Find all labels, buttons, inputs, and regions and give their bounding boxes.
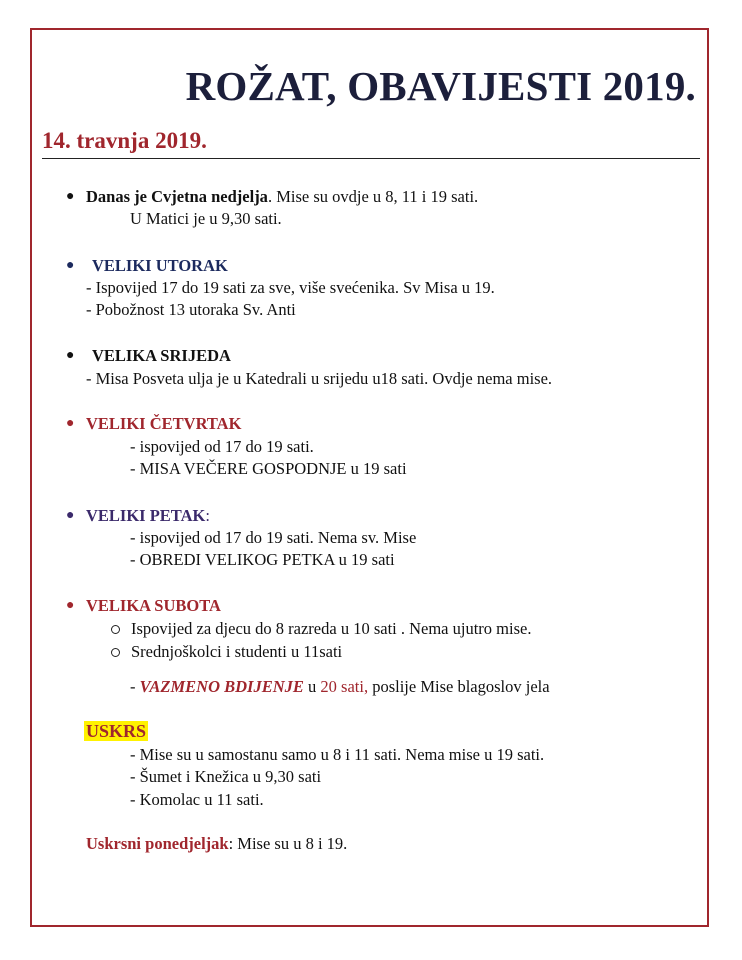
vazmeno-line <box>130 677 550 697</box>
bullet-icon: ● <box>66 416 75 431</box>
cvjetna-line <box>86 187 478 207</box>
petak-line: - OBREDI VELIKOG PETKA u 19 sati <box>130 550 395 569</box>
petak-colon: : <box>205 506 210 525</box>
circle-bullet-icon <box>111 648 120 657</box>
utorak-line: - Pobožnost 13 utoraka Sv. Anti <box>86 300 296 319</box>
uskrs-line: - Komolac u 11 sati. <box>130 790 264 809</box>
cvjetna-rest: . Mise su ovdje u 8, 11 i 19 sati. <box>267 187 479 206</box>
page-title: ROŽAT, OBAVIJESTI 2019. <box>185 63 696 109</box>
vazmeno-time: 20 sati, <box>320 677 369 696</box>
srijeda-line: - Misa Posveta ulja je u Katedrali u srijedu u18 sati. Ovdje nema mise. <box>86 369 553 388</box>
vazmeno-bold: VAZMENO BDIJENJE <box>139 677 304 696</box>
cetvrtak-heading: VELIKI ČETVRTAK <box>86 414 242 433</box>
ponedjeljak-rest: : Mise su u 8 i 19. <box>228 834 348 853</box>
cvjetna-bold: Danas je Cvjetna nedjelja <box>86 187 268 206</box>
cetvrtak-line: - MISA VEČERE GOSPODNJE u 19 sati <box>130 459 407 478</box>
petak-heading: VELIKI PETAK <box>86 506 206 525</box>
circle-bullet-icon <box>111 625 120 634</box>
bullet-icon: ● <box>66 348 75 363</box>
ponedjeljak-bold: Uskrsni ponedjeljak <box>86 834 229 853</box>
uskrs-line: - Mise su u samostanu samo u 8 i 11 sati. Nema mise u 19 sati. <box>130 745 545 764</box>
cetvrtak-line: - ispovijed od 17 do 19 sati. <box>130 437 314 456</box>
utorak-line: - Ispovijed 17 do 19 sati za sve, više svećenika. Sv Misa u 19. <box>86 278 495 297</box>
date-heading: 14. travnja 2019. <box>42 128 207 153</box>
ponedjeljak-line <box>86 834 347 854</box>
vazmeno-rest: poslije Mise blagoslov jela <box>368 677 550 696</box>
utorak-heading: VELIKI UTORAK <box>92 256 228 275</box>
subota-heading: VELIKA SUBOTA <box>86 596 221 615</box>
uskrs-heading: USKRS <box>86 721 147 741</box>
bullet-icon: ● <box>66 598 75 613</box>
bullet-icon: ● <box>66 189 75 204</box>
subota-sub: Srednjoškolci i studenti u 11sati <box>131 642 343 661</box>
vazmeno-dash: - <box>130 677 140 696</box>
bullet-icon: ● <box>66 508 75 523</box>
petak-heading-line <box>86 506 210 526</box>
petak-line: - ispovijed od 17 do 19 sati. Nema sv. Mise <box>130 528 417 547</box>
cvjetna-line2: U Matici je u 9,30 sati. <box>130 209 282 228</box>
bullet-icon: ● <box>66 258 75 273</box>
srijeda-heading: VELIKA SRIJEDA <box>92 346 231 365</box>
uskrs-heading-wrap <box>84 721 148 741</box>
subota-sub: Ispovijed za djecu do 8 razreda u 10 sati . Nema ujutro mise. <box>131 619 532 638</box>
uskrs-line: - Šumet i Knežica u 9,30 sati <box>130 767 322 786</box>
vazmeno-u: u <box>303 677 321 696</box>
divider <box>42 158 700 159</box>
